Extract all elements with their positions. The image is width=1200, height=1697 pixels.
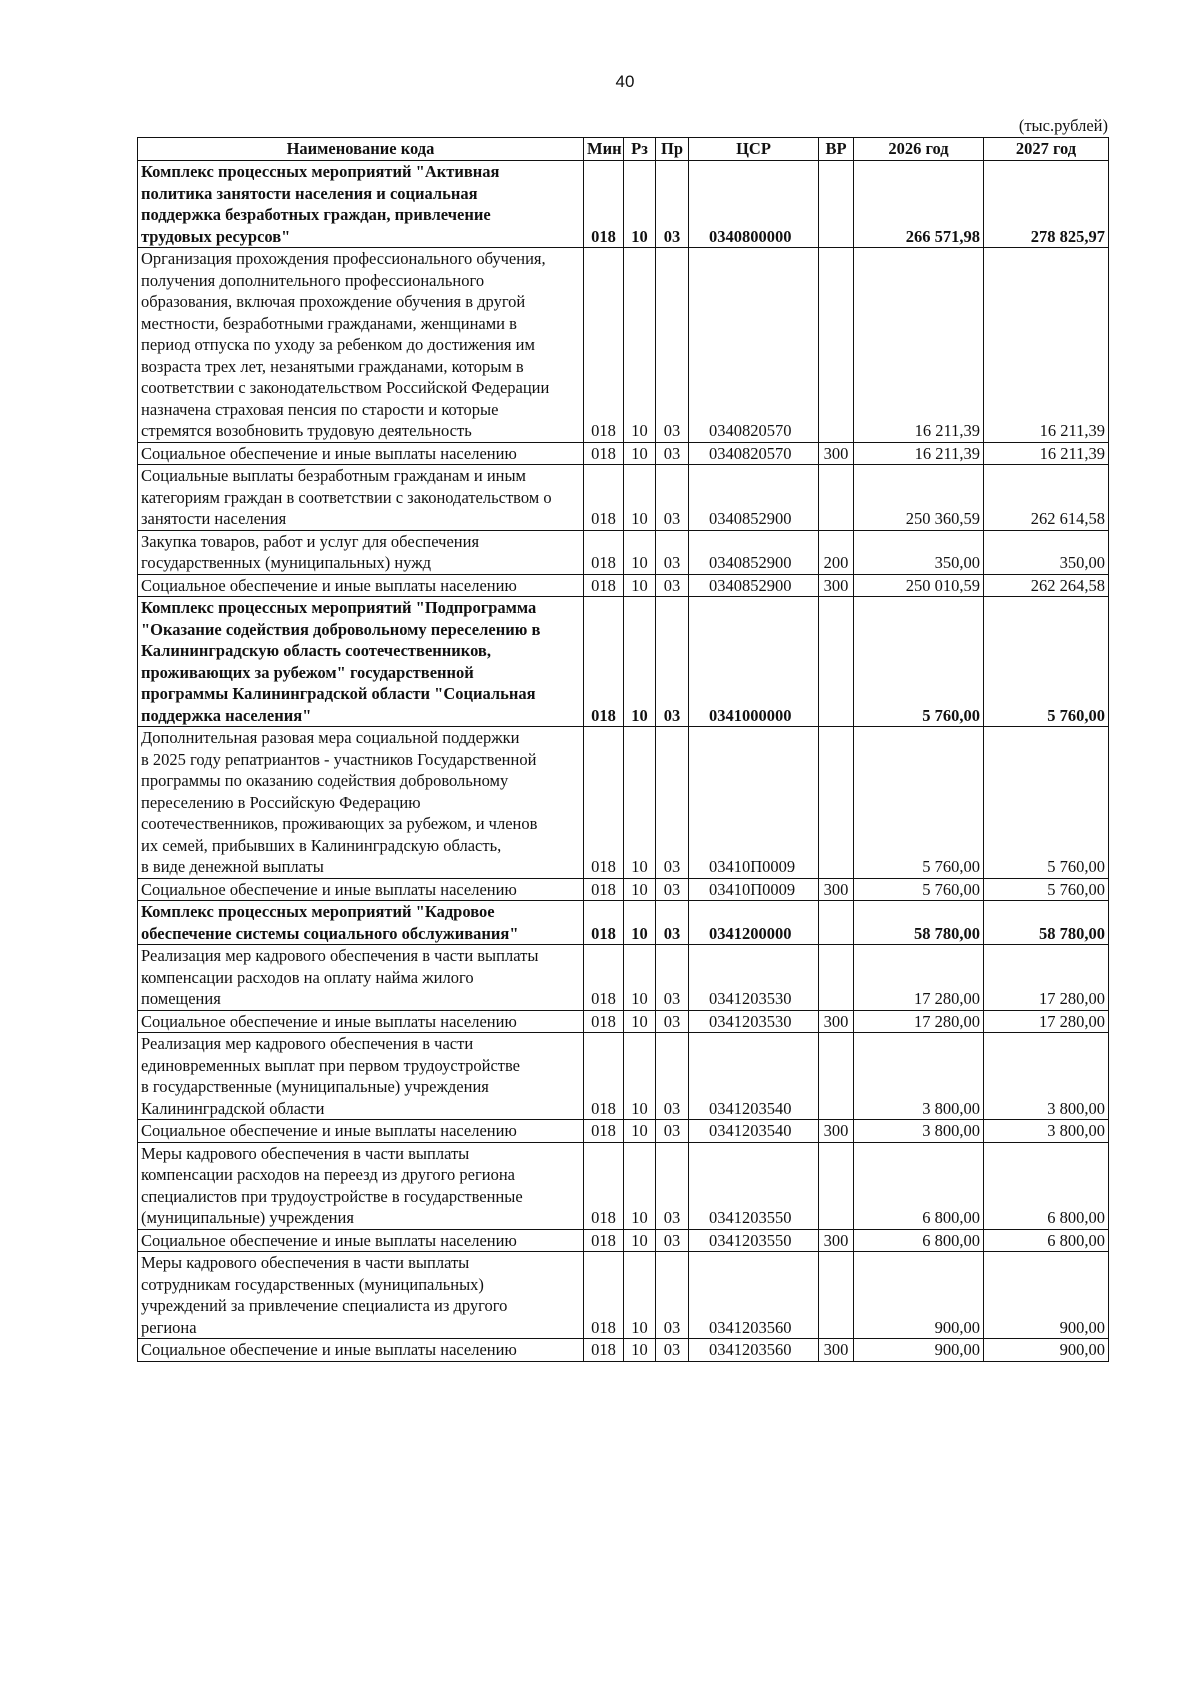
cell-rz: 10 [624,597,656,727]
cell-2027: 5 760,00 [984,878,1109,901]
cell-pr: 03 [656,727,689,879]
cell-2027: 16 211,39 [984,442,1109,465]
cell-pr: 03 [656,1229,689,1252]
cell-rz: 10 [624,1120,656,1143]
cell-vr [819,901,854,945]
cell-min: 018 [584,1339,624,1362]
cell-2027: 16 211,39 [984,248,1109,443]
row-name-text: Меры кадрового обеспечения в части выплаты компенсации расходов на переезд из другого региона специалистов при трудоустройстве в государственные (муниципальные) учреждения [141,1143,523,1227]
cell-rz: 10 [624,574,656,597]
cell-2027: 5 760,00 [984,597,1109,727]
cell-min: 018 [584,1142,624,1229]
cell-vr: 300 [819,1339,854,1362]
cell-name [138,1120,584,1143]
row-name-text: Социальное обеспечение и иные выплаты населению [141,879,517,899]
cell-2027: 262 614,58 [984,465,1109,531]
cell-vr [819,465,854,531]
cell-name [138,1252,584,1339]
cell-2027: 5 760,00 [984,727,1109,879]
cell-rz: 10 [624,465,656,531]
table-row [138,530,1109,574]
cell-csr: 0340852900 [689,530,819,574]
cell-2027: 262 264,58 [984,574,1109,597]
header-rz: Рз [624,138,656,161]
cell-pr: 03 [656,597,689,727]
cell-name [138,945,584,1011]
cell-csr: 0341000000 [689,597,819,727]
cell-min: 018 [584,597,624,727]
cell-vr: 300 [819,878,854,901]
cell-min: 018 [584,1033,624,1120]
cell-csr: 0340852900 [689,465,819,531]
cell-rz: 10 [624,1142,656,1229]
cell-2026: 17 280,00 [854,1010,984,1033]
cell-rz: 10 [624,1033,656,1120]
cell-min: 018 [584,465,624,531]
cell-csr: 0341203540 [689,1120,819,1143]
cell-name [138,442,584,465]
cell-vr: 300 [819,1010,854,1033]
cell-csr: 0340852900 [689,574,819,597]
cell-vr: 200 [819,530,854,574]
cell-2027: 58 780,00 [984,901,1109,945]
cell-2026: 16 211,39 [854,442,984,465]
cell-vr [819,1252,854,1339]
cell-2026: 900,00 [854,1252,984,1339]
cell-vr: 300 [819,1120,854,1143]
cell-pr: 03 [656,161,689,248]
cell-2027: 278 825,97 [984,161,1109,248]
cell-rz: 10 [624,878,656,901]
cell-min: 018 [584,727,624,879]
cell-2026: 5 760,00 [854,597,984,727]
row-name-text: Социальное обеспечение и иные выплаты населению [141,575,517,595]
header-row [138,138,1109,161]
cell-rz: 10 [624,248,656,443]
cell-csr: 0341203550 [689,1229,819,1252]
cell-2026: 6 800,00 [854,1229,984,1252]
row-name-text: Дополнительная разовая мера социальной поддержки в 2025 году репатриантов - участников Государственной программы по оказанию содействия добровольному переселению в Российскую Федерацию соотечественников, проживающих за рубежом, и членов их семей, прибывших в Калининградскую область, в виде денежной выплаты [141,728,538,876]
page-number: 40 [615,72,635,91]
table-body [138,161,1109,1362]
cell-csr: 0341203560 [689,1252,819,1339]
row-name-text: Комплекс процессных мероприятий "Подпрограмма "Оказание содействия добровольному переселению в Калининградскую область соотечественников, проживающих за рубежом" государственной программы Калининградской области "Социальная поддержка населения" [141,598,541,725]
header-pr: Пр [656,138,689,161]
cell-name [138,574,584,597]
units-label: (тыс.рублей) [1018,116,1108,135]
header-2026: 2026 год [854,138,984,161]
cell-csr: 0341203560 [689,1339,819,1362]
table-row [138,1033,1109,1120]
cell-vr [819,597,854,727]
cell-vr [819,248,854,443]
table-row [138,945,1109,1011]
cell-vr [819,1033,854,1120]
cell-name [138,1010,584,1033]
cell-2026: 58 780,00 [854,901,984,945]
cell-pr: 03 [656,901,689,945]
budget-table [137,137,1109,1362]
cell-rz: 10 [624,442,656,465]
header-name: Наименование кода [138,138,584,161]
cell-pr: 03 [656,248,689,443]
cell-min: 018 [584,901,624,945]
cell-pr: 03 [656,1339,689,1362]
cell-vr: 300 [819,1229,854,1252]
cell-name [138,727,584,879]
cell-rz: 10 [624,530,656,574]
cell-name [138,878,584,901]
cell-name [138,1229,584,1252]
cell-min: 018 [584,248,624,443]
cell-name [138,1142,584,1229]
cell-2026: 350,00 [854,530,984,574]
table-row [138,1142,1109,1229]
cell-rz: 10 [624,1339,656,1362]
cell-rz: 10 [624,945,656,1011]
cell-rz: 10 [624,1010,656,1033]
cell-2026: 900,00 [854,1339,984,1362]
cell-name [138,465,584,531]
cell-pr: 03 [656,878,689,901]
cell-2027: 6 800,00 [984,1229,1109,1252]
table-row [138,727,1109,879]
cell-rz: 10 [624,727,656,879]
cell-2026: 250 010,59 [854,574,984,597]
cell-csr: 0340800000 [689,161,819,248]
cell-2026: 17 280,00 [854,945,984,1011]
cell-pr: 03 [656,1120,689,1143]
cell-2026: 5 760,00 [854,878,984,901]
cell-2026: 250 360,59 [854,465,984,531]
cell-name [138,248,584,443]
cell-pr: 03 [656,1033,689,1120]
cell-name [138,1033,584,1120]
row-name-text: Социальное обеспечение и иные выплаты населению [141,1121,517,1140]
cell-name [138,1339,584,1362]
cell-2027: 3 800,00 [984,1120,1109,1143]
cell-vr [819,1142,854,1229]
cell-csr: 0341200000 [689,901,819,945]
cell-vr: 300 [819,574,854,597]
cell-pr: 03 [656,1010,689,1033]
cell-2027: 900,00 [984,1252,1109,1339]
cell-min: 018 [584,442,624,465]
table-row [138,901,1109,945]
cell-2026: 5 760,00 [854,727,984,879]
cell-2027: 17 280,00 [984,1010,1109,1033]
table-row [138,1252,1109,1339]
cell-rz: 10 [624,1252,656,1339]
cell-min: 018 [584,530,624,574]
cell-csr: 0341203530 [689,945,819,1011]
cell-name [138,161,584,248]
cell-rz: 10 [624,901,656,945]
cell-2027: 17 280,00 [984,945,1109,1011]
cell-2027: 3 800,00 [984,1033,1109,1120]
cell-rz: 10 [624,1229,656,1252]
cell-2026: 3 800,00 [854,1120,984,1143]
table-row [138,597,1109,727]
cell-min: 018 [584,1120,624,1143]
cell-name [138,597,584,727]
row-name-text: Закупка товаров, работ и услуг для обеспечения государственных (муниципальных) нужд [141,531,480,572]
cell-name [138,530,584,574]
cell-csr: 03410П0009 [689,878,819,901]
table-row [138,574,1109,597]
cell-name [138,901,584,945]
cell-vr [819,945,854,1011]
cell-2027: 350,00 [984,530,1109,574]
cell-pr: 03 [656,574,689,597]
header-min: Мин [584,138,624,161]
cell-csr: 0341203550 [689,1142,819,1229]
cell-pr: 03 [656,530,689,574]
row-name-text: Социальное обеспечение и иные выплаты населению [141,1011,517,1031]
table-row [138,442,1109,465]
cell-pr: 03 [656,465,689,531]
row-name-text: Комплекс процессных мероприятий "Активная политика занятости населения и социальная поддержка безработных граждан, привлечение трудовых ресурсов" [141,162,500,246]
row-name-text: Социальное обеспечение и иные выплаты населению [141,1340,517,1359]
row-name-text: Социальное обеспечение и иные выплаты населению [141,443,517,463]
table-row [138,465,1109,531]
cell-2026: 3 800,00 [854,1033,984,1120]
cell-2026: 6 800,00 [854,1142,984,1229]
table-row [138,1120,1109,1143]
table-row [138,878,1109,901]
table-row [138,1229,1109,1252]
table-row [138,248,1109,443]
cell-pr: 03 [656,945,689,1011]
cell-pr: 03 [656,1142,689,1229]
cell-min: 018 [584,161,624,248]
cell-2026: 266 571,98 [854,161,984,248]
cell-min: 018 [584,1229,624,1252]
row-name-text: Реализация мер кадрового обеспечения в части единовременных выплат при первом трудоустройстве в государственные (муниципальные) учреждения Калининградской области [141,1034,520,1118]
header-2027: 2027 год [984,138,1109,161]
cell-csr: 03410П0009 [689,727,819,879]
cell-min: 018 [584,1010,624,1033]
cell-vr [819,727,854,879]
table-row [138,1010,1109,1033]
row-name-text: Реализация мер кадрового обеспечения в части выплаты компенсации расходов на оплату найма жилого помещения [141,946,539,1008]
cell-csr: 0341203530 [689,1010,819,1033]
cell-vr [819,161,854,248]
cell-csr: 0340820570 [689,248,819,443]
cell-min: 018 [584,945,624,1011]
cell-csr: 0341203540 [689,1033,819,1120]
table-row [138,161,1109,248]
header-vr: ВР [819,138,854,161]
row-name-text: Социальное обеспечение и иные выплаты населению [141,1230,517,1250]
table-row [138,1339,1109,1362]
header-csr: ЦСР [689,138,819,161]
cell-min: 018 [584,878,624,901]
row-name-text: Социальные выплаты безработным гражданам и иным категориям граждан в соответствии с законодательством о занятости населения [141,466,552,528]
cell-pr: 03 [656,442,689,465]
cell-csr: 0340820570 [689,442,819,465]
cell-2027: 900,00 [984,1339,1109,1362]
row-name-text: Организация прохождения профессионального обучения, получения дополнительного профессионального образования, включая прохождение обучения в другой местности, безработными гражданами, женщинами в период отпуска по уходу за ребенком до достижения им возраста трех лет, незанятыми гражданами, которым в соответствии с законодательством Российской Федерации назначена страховая пенсия по старости и которые стремятся возобновить трудовую деятельность [141,249,550,440]
row-name-text: Комплекс процессных мероприятий "Кадровое обеспечение системы социального обслуживания" [141,902,519,943]
cell-2026: 16 211,39 [854,248,984,443]
cell-min: 018 [584,574,624,597]
cell-vr: 300 [819,442,854,465]
row-name-text: Меры кадрового обеспечения в части выплаты сотрудникам государственных (муниципальных) учреждений за привлечение специалиста из другого региона [141,1253,508,1337]
cell-2027: 6 800,00 [984,1142,1109,1229]
cell-pr: 03 [656,1252,689,1339]
cell-rz: 10 [624,161,656,248]
cell-min: 018 [584,1252,624,1339]
